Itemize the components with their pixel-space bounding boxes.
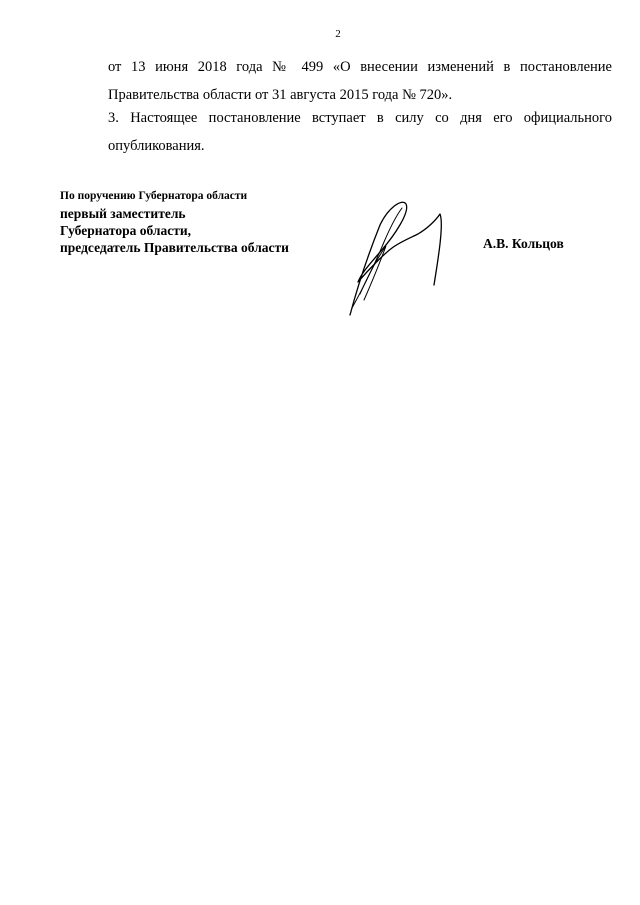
page-number: 2 <box>335 28 341 40</box>
signatory-position-block <box>60 187 360 256</box>
signatory-authority-line: По поручению Губернатора области <box>60 190 248 202</box>
signatory-title-line-1: первый заместитель <box>60 206 186 221</box>
signatory-title-line-2: Губернатора области, <box>60 223 191 238</box>
handwritten-signature-icon <box>340 190 460 318</box>
signatory-title-line-3: председатель Правительства области <box>60 240 289 255</box>
signer-name: А.В. Кольцов <box>483 236 564 251</box>
paragraph-effective-date: 3. Настоящее постановление вступает в силу со дня его официального опубликования. <box>108 110 612 154</box>
paragraph-amendment-reference: от 13 июня 2018 года № 499 «О внесении изменений в постановление Правительства области от 31 августа 2015 года № 720». <box>108 59 612 103</box>
